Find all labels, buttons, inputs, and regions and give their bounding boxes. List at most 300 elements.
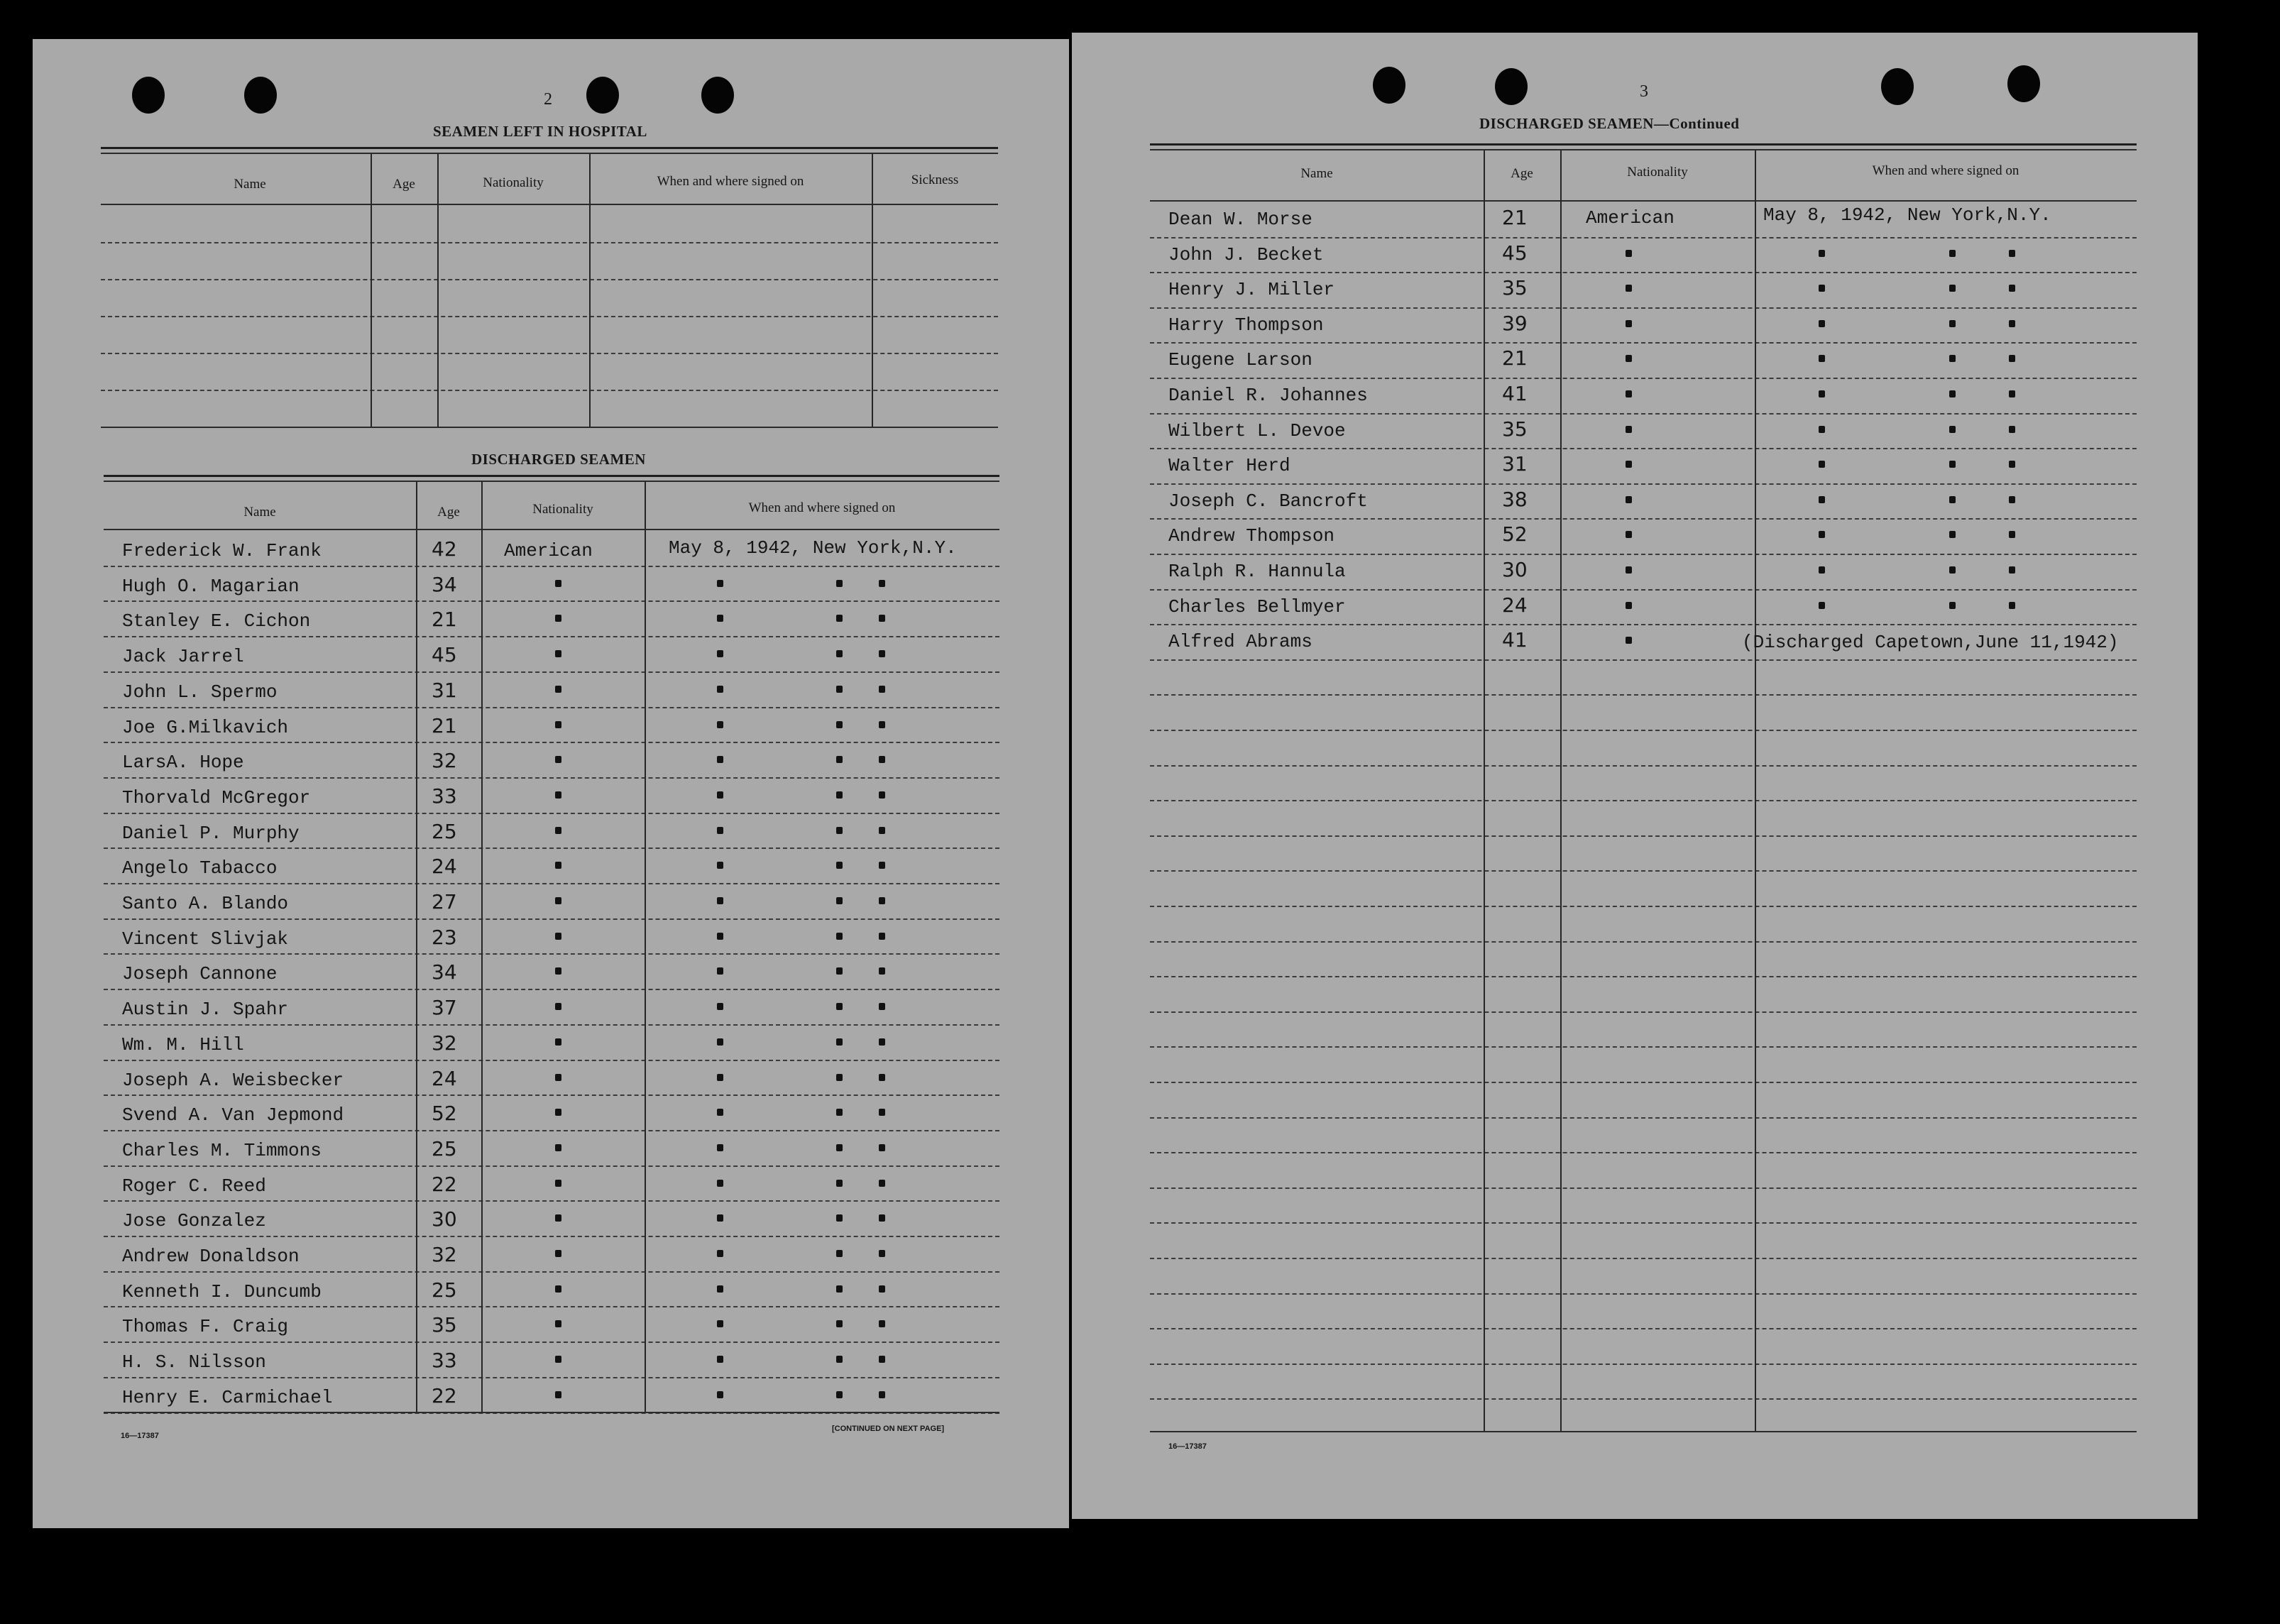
ditto-mark xyxy=(1819,355,1825,362)
ditto-mark xyxy=(2009,250,2015,257)
column-header-signed-on: When and where signed on xyxy=(1872,163,2019,178)
row-line xyxy=(1150,483,2137,485)
row-line xyxy=(1150,589,2137,591)
ditto-mark xyxy=(879,1038,885,1046)
ditto-mark xyxy=(879,897,885,904)
ditto-mark xyxy=(879,756,885,763)
column-header-signed-on: When and where signed on xyxy=(748,500,896,515)
ditto-mark xyxy=(836,1391,843,1398)
row-line xyxy=(104,1271,999,1273)
ditto-mark xyxy=(717,933,723,940)
row-line xyxy=(1150,765,2137,767)
row-line xyxy=(101,316,998,317)
right-page xyxy=(1072,33,2198,1519)
punch-hole xyxy=(701,77,734,114)
ditto-mark xyxy=(879,827,885,834)
row-line xyxy=(1150,1117,2137,1119)
table-rule xyxy=(101,204,998,205)
row-line xyxy=(1150,1152,2137,1153)
row-line xyxy=(1150,1328,2137,1329)
column-header-nationality: Nationality xyxy=(1627,165,1688,180)
ditto-mark xyxy=(717,967,723,975)
seaman-name: Roger C. Reed xyxy=(122,1175,266,1197)
punch-hole xyxy=(132,77,165,114)
discharged-section-title: DISCHARGED SEAMEN xyxy=(471,451,646,468)
ditto-mark xyxy=(555,897,561,904)
seaman-name: LarsA. Hope xyxy=(122,752,244,773)
ditto-mark xyxy=(836,1356,843,1363)
row-line xyxy=(104,707,999,708)
seaman-name: Charles Bellmyer xyxy=(1168,596,1346,618)
row-line xyxy=(101,242,998,243)
row-line xyxy=(1150,307,2137,309)
seaman-name: Joseph Cannone xyxy=(122,963,278,984)
column-header-nationality: Nationality xyxy=(483,175,544,190)
seaman-name: Hugh O. Magarian xyxy=(122,576,300,597)
ditto-mark xyxy=(2009,461,2015,468)
table-rule xyxy=(1150,149,2137,150)
ditto-mark xyxy=(836,1285,843,1293)
ditto-mark xyxy=(555,791,561,799)
ditto-mark xyxy=(555,1391,561,1398)
seaman-name: John J. Becket xyxy=(1168,244,1324,265)
ditto-mark xyxy=(717,1180,723,1187)
ditto-mark xyxy=(1626,496,1632,503)
seaman-name: Thomas F. Craig xyxy=(122,1316,289,1337)
ditto-mark xyxy=(717,1214,723,1222)
seaman-name: Ralph R. Hannula xyxy=(1168,561,1346,582)
seaman-name: Svend A. Van Jepmond xyxy=(122,1104,344,1126)
column-divider xyxy=(437,154,439,427)
row-line xyxy=(1150,1082,2137,1083)
column-divider xyxy=(1484,150,1485,1432)
ditto-mark xyxy=(1626,285,1632,292)
ditto-mark xyxy=(2009,566,2015,574)
ditto-mark xyxy=(555,1285,561,1293)
row-line xyxy=(1150,1258,2137,1259)
row-line xyxy=(104,813,999,814)
discharged-continued-title: DISCHARGED SEAMEN—Continued xyxy=(1479,115,1740,132)
ditto-mark xyxy=(879,1285,885,1293)
ditto-mark xyxy=(836,827,843,834)
seaman-age: 21 xyxy=(432,714,457,737)
ditto-mark xyxy=(555,721,561,728)
row-line xyxy=(104,671,999,673)
seaman-age: 24 xyxy=(432,855,457,878)
ditto-mark xyxy=(879,1003,885,1010)
ditto-mark xyxy=(836,1214,843,1222)
ditto-mark xyxy=(879,1214,885,1222)
ditto-mark xyxy=(836,756,843,763)
row-line xyxy=(104,1094,999,1096)
ditto-mark xyxy=(1819,602,1825,609)
seaman-name: Wm. M. Hill xyxy=(122,1034,244,1055)
ditto-mark xyxy=(555,1074,561,1081)
ditto-mark xyxy=(555,1109,561,1116)
ditto-mark xyxy=(717,615,723,622)
seaman-name: Angelo Tabacco xyxy=(122,857,278,879)
ditto-mark xyxy=(2009,531,2015,538)
ditto-mark xyxy=(555,580,561,587)
seaman-name: Joseph A. Weisbecker xyxy=(122,1070,344,1091)
column-header-name: Name xyxy=(243,505,276,520)
ditto-mark xyxy=(836,1109,843,1116)
seaman-name: Andrew Thompson xyxy=(1168,525,1335,547)
ditto-mark xyxy=(1949,566,1956,574)
row-line xyxy=(104,1236,999,1237)
seaman-age: 24 xyxy=(432,1067,457,1090)
row-line xyxy=(1150,1187,2137,1189)
seaman-age: 52 xyxy=(1502,522,1528,546)
row-line xyxy=(104,566,999,567)
ditto-mark xyxy=(717,580,723,587)
punch-hole xyxy=(244,77,277,114)
seaman-age: 45 xyxy=(432,643,457,666)
ditto-mark xyxy=(836,580,843,587)
seaman-age: 32 xyxy=(432,1243,457,1266)
ditto-mark xyxy=(836,1003,843,1010)
seaman-name: Harry Thompson xyxy=(1168,314,1324,336)
ditto-mark xyxy=(555,686,561,693)
ditto-mark xyxy=(836,1074,843,1081)
ditto-mark xyxy=(879,933,885,940)
form-number: 16—17387 xyxy=(121,1432,159,1440)
seaman-age: 39 xyxy=(1502,312,1528,335)
seaman-age: 22 xyxy=(432,1173,457,1196)
ditto-mark xyxy=(1949,320,1956,327)
row-line xyxy=(1150,554,2137,555)
seaman-name: H. S. Nilsson xyxy=(122,1351,266,1373)
ditto-mark xyxy=(879,1356,885,1363)
ditto-mark xyxy=(879,650,885,657)
seaman-age: 35 xyxy=(1502,417,1528,441)
seaman-age: 33 xyxy=(432,784,457,808)
ditto-mark xyxy=(1949,426,1956,433)
seaman-age: 37 xyxy=(432,996,457,1019)
row-line xyxy=(104,636,999,637)
row-line xyxy=(101,279,998,280)
seaman-name: Santo A. Blando xyxy=(122,893,289,914)
seaman-age: 32 xyxy=(432,1031,457,1055)
table-rule xyxy=(1150,200,2137,202)
ditto-mark xyxy=(717,1144,723,1151)
row-line xyxy=(1150,1222,2137,1224)
seaman-age: 21 xyxy=(432,608,457,631)
ditto-mark xyxy=(879,615,885,622)
ditto-mark xyxy=(717,756,723,763)
punch-hole xyxy=(1881,68,1914,105)
column-divider xyxy=(1560,150,1562,1432)
seaman-age: 34 xyxy=(432,960,457,984)
ditto-mark xyxy=(1626,566,1632,574)
ditto-mark xyxy=(717,827,723,834)
ditto-mark xyxy=(1949,285,1956,292)
row-line xyxy=(1150,1046,2137,1048)
seaman-age: 24 xyxy=(1502,593,1528,617)
ditto-mark xyxy=(836,967,843,975)
ditto-mark xyxy=(2009,602,2015,609)
row-line xyxy=(104,1165,999,1167)
ditto-mark xyxy=(879,1250,885,1257)
row-line xyxy=(1150,1293,2137,1295)
ditto-mark xyxy=(1626,426,1632,433)
row-line xyxy=(1150,413,2137,415)
column-divider xyxy=(645,482,646,1413)
punch-hole xyxy=(1495,68,1528,105)
row-line xyxy=(1150,976,2137,977)
seaman-age: 32 xyxy=(432,749,457,772)
row-line xyxy=(1150,870,2137,872)
ditto-mark xyxy=(1819,285,1825,292)
table-rule xyxy=(104,529,999,530)
ditto-mark xyxy=(879,580,885,587)
seaman-age: 21 xyxy=(1502,206,1528,229)
seaman-age: 21 xyxy=(1502,346,1528,370)
seaman-age: 31 xyxy=(432,679,457,702)
row-line xyxy=(1150,1398,2137,1400)
left-page xyxy=(33,39,1069,1528)
seaman-age: 23 xyxy=(432,926,457,949)
ditto-mark xyxy=(879,721,885,728)
seaman-age: 31 xyxy=(1502,452,1528,476)
ditto-mark xyxy=(2009,355,2015,362)
row-line xyxy=(1150,237,2137,238)
ditto-mark xyxy=(555,862,561,869)
seaman-name: Joseph C. Bancroft xyxy=(1168,490,1368,512)
ditto-mark xyxy=(836,1320,843,1327)
ditto-mark xyxy=(555,1250,561,1257)
ditto-mark xyxy=(717,1109,723,1116)
seaman-name: Alfred Abrams xyxy=(1168,631,1312,652)
seaman-name: Jose Gonzalez xyxy=(122,1210,266,1231)
row-line xyxy=(1150,1364,2137,1365)
ditto-mark xyxy=(2009,390,2015,397)
table-rule xyxy=(1150,143,2137,146)
ditto-mark xyxy=(836,1144,843,1151)
ditto-mark xyxy=(1626,461,1632,468)
row-line xyxy=(104,953,999,955)
column-divider xyxy=(371,154,372,427)
row-line xyxy=(1150,800,2137,801)
seaman-name: Walter Herd xyxy=(1168,455,1290,476)
ditto-mark xyxy=(1626,637,1632,644)
ditto-mark xyxy=(1626,250,1632,257)
punch-hole xyxy=(1373,67,1405,104)
ditto-mark xyxy=(717,650,723,657)
seaman-age: 38 xyxy=(1502,488,1528,511)
seaman-name: Austin J. Spahr xyxy=(122,999,289,1020)
seaman-name: Daniel P. Murphy xyxy=(122,823,300,844)
ditto-mark xyxy=(1819,496,1825,503)
seaman-age: 41 xyxy=(1502,628,1528,652)
column-header-sickness: Sickness xyxy=(911,172,959,187)
ditto-mark xyxy=(717,791,723,799)
seaman-name: Thorvald McGregor xyxy=(122,787,311,808)
ditto-mark xyxy=(717,1320,723,1327)
seaman-name: Henry E. Carmichael xyxy=(122,1387,333,1408)
seaman-name: Andrew Donaldson xyxy=(122,1246,300,1267)
row-line xyxy=(1150,448,2137,449)
seaman-name: Eugene Larson xyxy=(1168,349,1312,371)
table-rule xyxy=(104,475,999,477)
row-line xyxy=(104,847,999,849)
seaman-name: Jack Jarrel xyxy=(122,646,244,667)
discharge-note: (Discharged Capetown,June 11,1942) xyxy=(1742,632,2119,653)
row-line xyxy=(104,1024,999,1026)
ditto-mark xyxy=(2009,496,2015,503)
ditto-mark xyxy=(555,1180,561,1187)
ditto-mark xyxy=(836,862,843,869)
row-line xyxy=(104,1377,999,1378)
column-header-signed-on: When and where signed on xyxy=(657,174,804,189)
row-line xyxy=(1150,378,2137,379)
ditto-mark xyxy=(717,1356,723,1363)
seaman-signed-on: May 8, 1942, New York,N.Y. xyxy=(1763,204,2051,226)
punch-hole xyxy=(586,77,619,114)
ditto-mark xyxy=(1819,426,1825,433)
seaman-name: Stanley E. Cichon xyxy=(122,610,311,632)
ditto-mark xyxy=(836,933,843,940)
ditto-mark xyxy=(717,862,723,869)
ditto-mark xyxy=(555,967,561,975)
ditto-mark xyxy=(717,1391,723,1398)
row-line xyxy=(104,742,999,743)
seaman-age: 52 xyxy=(432,1102,457,1125)
column-header-name: Name xyxy=(234,177,266,192)
row-line xyxy=(1150,624,2137,625)
row-line xyxy=(104,1306,999,1307)
ditto-mark xyxy=(555,1320,561,1327)
seaman-nationality: American xyxy=(504,540,593,561)
row-line xyxy=(104,1130,999,1131)
row-line xyxy=(104,918,999,920)
page-number: 2 xyxy=(544,90,552,109)
table-rule xyxy=(104,481,999,482)
table-rule xyxy=(1150,1431,2137,1432)
ditto-mark xyxy=(555,650,561,657)
seaman-name: Joe G.Milkavich xyxy=(122,717,289,738)
ditto-mark xyxy=(1819,390,1825,397)
seaman-age: 35 xyxy=(432,1313,457,1337)
row-line xyxy=(1150,730,2137,731)
seaman-age: 30 xyxy=(432,1207,457,1231)
row-line xyxy=(104,989,999,990)
row-line xyxy=(104,1060,999,1061)
column-header-nationality: Nationality xyxy=(532,502,593,517)
column-header-age: Age xyxy=(393,177,415,192)
ditto-mark xyxy=(717,1003,723,1010)
seaman-age: 41 xyxy=(1502,382,1528,405)
ditto-mark xyxy=(1819,566,1825,574)
ditto-mark xyxy=(1949,355,1956,362)
ditto-mark xyxy=(2009,320,2015,327)
seaman-name: Henry J. Miller xyxy=(1168,279,1335,300)
ditto-mark xyxy=(555,1144,561,1151)
ditto-mark xyxy=(836,686,843,693)
seaman-age: 22 xyxy=(432,1384,457,1408)
ditto-mark xyxy=(879,967,885,975)
row-line xyxy=(101,390,998,391)
ditto-mark xyxy=(1626,531,1632,538)
ditto-mark xyxy=(555,933,561,940)
row-line xyxy=(1150,342,2137,344)
ditto-mark xyxy=(836,897,843,904)
ditto-mark xyxy=(717,721,723,728)
row-line xyxy=(104,600,999,602)
seaman-age: 30 xyxy=(1502,558,1528,581)
ditto-mark xyxy=(1949,531,1956,538)
ditto-mark xyxy=(836,721,843,728)
ditto-mark xyxy=(1949,496,1956,503)
ditto-mark xyxy=(879,1144,885,1151)
row-line xyxy=(1150,518,2137,520)
seaman-name: John L. Spermo xyxy=(122,681,278,703)
row-line xyxy=(1150,941,2137,943)
ditto-mark xyxy=(879,1074,885,1081)
seaman-age: 27 xyxy=(432,890,457,914)
column-header-name: Name xyxy=(1300,166,1333,181)
seaman-age: 45 xyxy=(1502,241,1528,265)
punch-hole xyxy=(2007,65,2040,102)
ditto-mark xyxy=(1626,355,1632,362)
seaman-name: Kenneth I. Duncumb xyxy=(122,1281,322,1302)
ditto-mark xyxy=(717,1250,723,1257)
ditto-mark xyxy=(1819,250,1825,257)
ditto-mark xyxy=(836,615,843,622)
row-line xyxy=(1150,659,2137,661)
seaman-name: Vincent Slivjak xyxy=(122,928,289,950)
ditto-mark xyxy=(555,1356,561,1363)
seaman-age: 25 xyxy=(432,1278,457,1302)
ditto-mark xyxy=(1819,531,1825,538)
ditto-mark xyxy=(1949,602,1956,609)
column-divider xyxy=(416,482,417,1413)
ditto-mark xyxy=(555,827,561,834)
row-line xyxy=(1150,1011,2137,1013)
ditto-mark xyxy=(879,1109,885,1116)
ditto-mark xyxy=(879,862,885,869)
ditto-mark xyxy=(555,615,561,622)
ditto-mark xyxy=(555,1003,561,1010)
hospital-section-title: SEAMEN LEFT IN HOSPITAL xyxy=(433,123,647,140)
ditto-mark xyxy=(717,1285,723,1293)
seaman-signed-on: May 8, 1942, New York,N.Y. xyxy=(669,537,957,559)
ditto-mark xyxy=(836,1250,843,1257)
ditto-mark xyxy=(836,1038,843,1046)
ditto-mark xyxy=(879,1391,885,1398)
row-line xyxy=(1150,272,2137,273)
ditto-mark xyxy=(1819,461,1825,468)
column-divider xyxy=(872,154,873,427)
row-line xyxy=(101,353,998,354)
seaman-nationality: American xyxy=(1586,207,1675,229)
column-header-age: Age xyxy=(437,505,460,520)
ditto-mark xyxy=(879,686,885,693)
ditto-mark xyxy=(2009,426,2015,433)
ditto-mark xyxy=(717,897,723,904)
ditto-mark xyxy=(879,791,885,799)
ditto-mark xyxy=(1949,390,1956,397)
ditto-mark xyxy=(1949,461,1956,468)
ditto-mark xyxy=(1626,602,1632,609)
ditto-mark xyxy=(717,1038,723,1046)
ditto-mark xyxy=(836,650,843,657)
seaman-age: 42 xyxy=(432,537,457,561)
seaman-age: 25 xyxy=(432,820,457,843)
ditto-mark xyxy=(555,1214,561,1222)
ditto-mark xyxy=(836,791,843,799)
column-divider xyxy=(481,482,483,1413)
